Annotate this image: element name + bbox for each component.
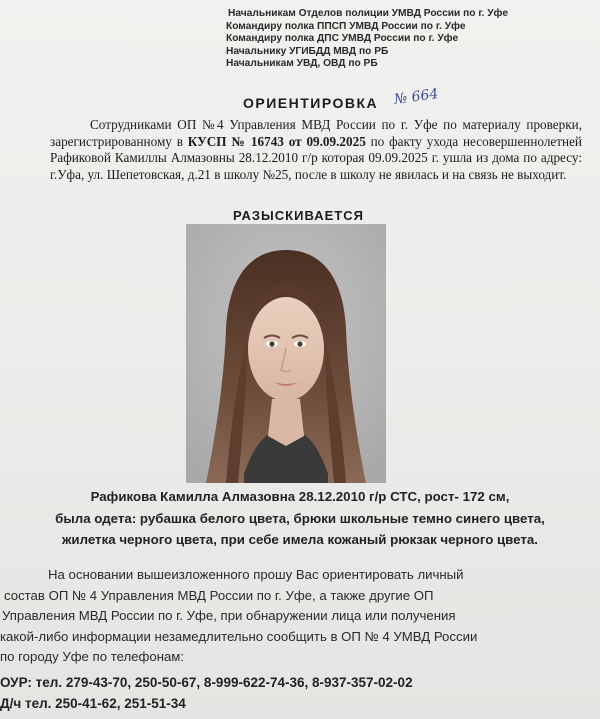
request-line: состав ОП № 4 Управления МВД России по г. Уфе, а также другие ОП	[4, 587, 434, 603]
wanted-label: РАЗЫСКИВАЕТСЯ	[233, 208, 364, 223]
portrait-image	[186, 224, 386, 483]
contact-line-our: ОУР: тел. 279-43-70, 250-50-67, 8-999-622-74-36, 8-937-357-02-02	[0, 675, 413, 690]
missing-person-photo	[186, 224, 386, 483]
request-line: На основании вышеизложенного прошу Вас ориентировать личный	[48, 567, 464, 582]
intro-text-1: Сотрудниками ОП №4 Управления МВД России по г. Уфе по материалу проверки, зарегистрированному в	[50, 117, 582, 149]
addressee-line: Командиру полка ДПС УМВД России по г. Уфе	[226, 33, 459, 45]
addressee-line: Начальнику УГИБДД МВД по РБ	[226, 45, 389, 57]
addressee-block	[226, 8, 586, 71]
request-paragraph	[0, 565, 584, 668]
kusp-reference: КУСП № 16743 от 09.09.2025	[187, 133, 366, 149]
description-line: жилетка черного цвета, при себе имела кожаный рюкзак черного цвета.	[61, 532, 539, 547]
request-line: какой-либо информации незамедлительно сообщить в ОП № 4 УМВД России	[0, 628, 478, 644]
person-description	[0, 486, 600, 551]
addressee-line: Командиру полка ППСП УМВД России по г. Уфе	[226, 20, 466, 32]
description-line: Рафикова Камилла Алмазовна 28.12.2010 г/р СТС, рост- 172 см,	[90, 489, 510, 504]
addressee-line: Начальникам Отделов полиции УМВД России по г. Уфе	[228, 8, 508, 19]
contact-phones	[0, 672, 600, 714]
request-line: по городу Уфе по телефонам:	[0, 649, 185, 664]
description-line: была одета: рубашка белого цвета, брюки школьные темно синего цвета,	[55, 510, 545, 526]
request-line: Управления МВД России по г. Уфе, при обнаружении лица или получения	[2, 608, 456, 623]
document-title: ОРИЕНТИРОВКА	[243, 95, 379, 111]
intro-text-2: по факту ухода несовершеннолетней Рафиковой Камиллы Алмазовны 28.12.2010 г/р которая 09.09.2025 г. ушла из дома по адресу: г.Уфа, ул. Шепетовская, д.21 в школу №25, после в школу не явилась и на связь не выходит.	[50, 133, 582, 182]
handwritten-number: № 664	[393, 85, 440, 109]
intro-paragraph	[50, 117, 582, 183]
addressee-line: Начальникам УВД, ОВД по РБ	[226, 58, 378, 70]
contact-line-duty: Д/ч тел. 250-41-62, 251-51-34	[0, 696, 186, 711]
